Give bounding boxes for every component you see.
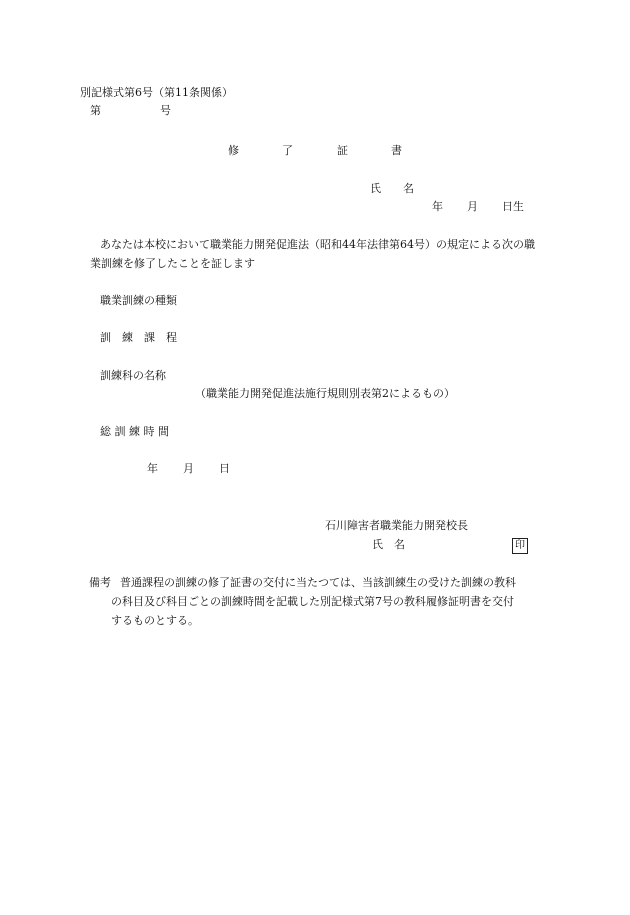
title-char-2: 了 bbox=[282, 144, 293, 157]
birth-month-label: 月 bbox=[467, 200, 478, 213]
remarks-label: 備考 bbox=[89, 576, 111, 589]
issue-year-label: 年 bbox=[147, 462, 158, 475]
issue-day-label: 日 bbox=[219, 462, 230, 475]
title-char-1: 修 bbox=[228, 144, 239, 157]
birth-year-label: 年 bbox=[432, 200, 443, 213]
certification-text-line-2: 業訓練を修了したことを証します bbox=[90, 257, 255, 270]
issuer-title: 石川障害者職業能力開発校長 bbox=[325, 519, 468, 532]
title-char-4: 書 bbox=[391, 144, 402, 157]
certificate-number-prefix: 第 bbox=[90, 104, 101, 117]
course-name-label: 訓練科の名称 bbox=[100, 369, 166, 382]
form-reference: 別記様式第6号（第11条関係） bbox=[80, 86, 233, 99]
remarks-line-3: するものとする。 bbox=[111, 614, 199, 627]
issue-month-label: 月 bbox=[183, 462, 194, 475]
remarks-line-1: 普通課程の訓練の修了証書の交付に当たつては、当該訓練生の受けた訓練の教科 bbox=[120, 576, 516, 589]
course-name-note: （職業能力開発促進法施行規則別表第2によるもの） bbox=[195, 387, 455, 400]
training-type-label: 職業訓練の種類 bbox=[100, 294, 177, 307]
recipient-name-label: 氏 名 bbox=[370, 182, 414, 195]
seal-mark: 印 bbox=[512, 538, 528, 554]
total-hours-label: 総 訓 練 時 間 bbox=[100, 425, 169, 438]
issuer-name-label: 氏 名 bbox=[372, 538, 405, 551]
training-course-label: 訓 練 課 程 bbox=[100, 331, 177, 344]
certification-text-line-1: あなたは本校において職業能力開発促進法（昭和44年法律第64号）の規定による次の職 bbox=[100, 238, 535, 251]
birth-day-label: 日生 bbox=[502, 200, 524, 213]
title-char-3: 証 bbox=[337, 144, 348, 157]
certificate-number-suffix: 号 bbox=[160, 104, 171, 117]
remarks-line-2: の科目及び科目ごとの訓練時間を記載した別記様式第7号の教科履修証明書を交付 bbox=[111, 595, 514, 608]
